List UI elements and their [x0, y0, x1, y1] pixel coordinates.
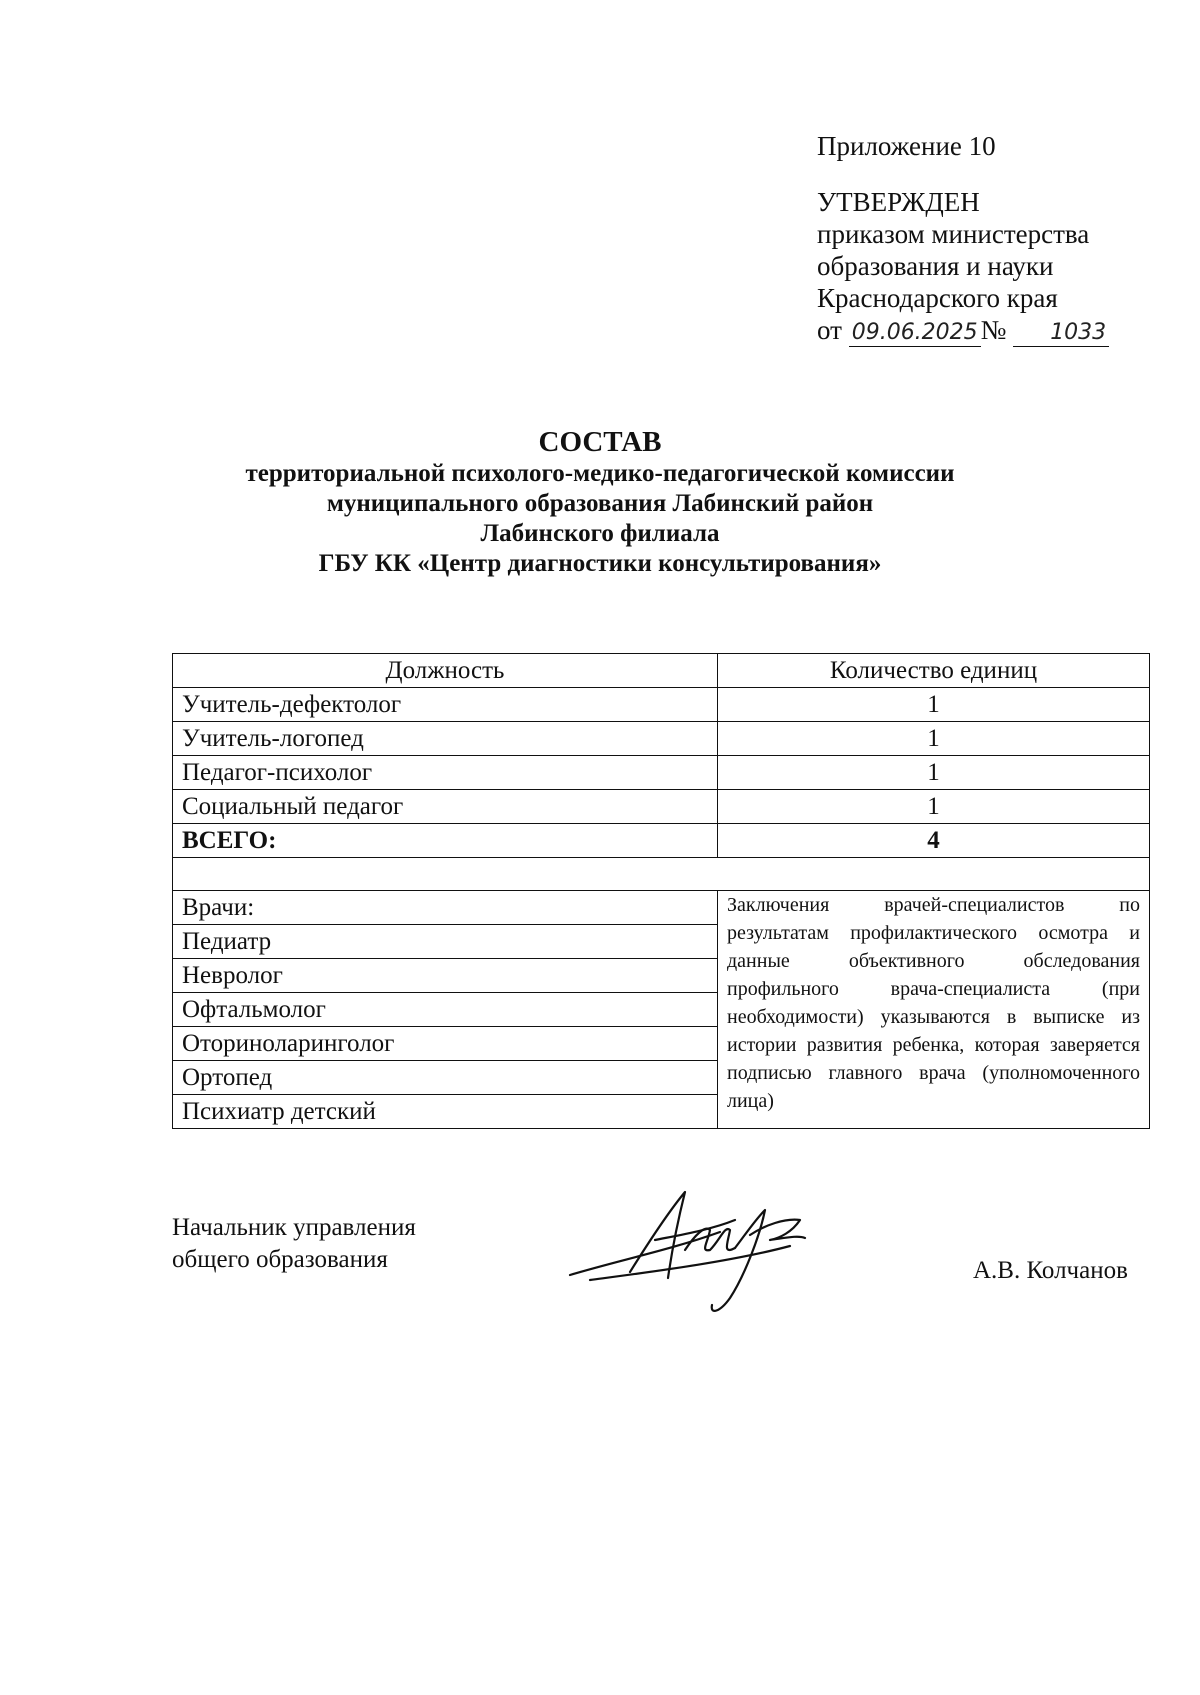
- doctors-header: Врачи:: [173, 891, 718, 925]
- staff-table: [172, 653, 1150, 1129]
- doctor-cell: Невролог: [173, 959, 718, 993]
- position-line-2: общего образования: [172, 1246, 388, 1273]
- table-row: [173, 688, 1150, 722]
- from-label: от: [817, 315, 842, 345]
- appendix-label: Приложение 10: [817, 131, 996, 161]
- title-main: СОСТАВ: [538, 426, 662, 458]
- order-number: 1033: [1013, 320, 1109, 347]
- position-line-1: Начальник управления: [172, 1214, 416, 1241]
- order-date: 09.06.2025: [849, 320, 981, 347]
- doctor-row: [173, 891, 1150, 925]
- title-line-4: ГБУ КК «Центр диагностики консультирования»: [318, 550, 882, 577]
- title-line-2: муниципального образования Лабинский район: [326, 490, 874, 517]
- order-line: [817, 314, 1147, 347]
- approval-line-1: приказом министерства: [817, 219, 1090, 249]
- doctor-cell: Офтальмолог: [173, 993, 718, 1027]
- position-cell: Социальный педагог: [173, 790, 718, 824]
- doctor-cell: Ортопед: [173, 1061, 718, 1095]
- title-line-1: территориальной психолого-медико-педагогической комиссии: [245, 460, 955, 487]
- approval-line-3: Краснодарского края: [817, 283, 1058, 313]
- table-row: [173, 722, 1150, 756]
- spacer-row: [173, 858, 1150, 891]
- title-line-3: Лабинского филиала: [480, 520, 720, 547]
- spacer-cell: [173, 858, 1150, 891]
- header-quantity: Количество единиц: [718, 654, 1150, 688]
- quantity-cell: 1: [718, 790, 1150, 824]
- approval-block: [817, 130, 1147, 347]
- header-position: Должность: [173, 654, 718, 688]
- doctor-cell: Психиатр детский: [173, 1095, 718, 1129]
- total-row: [173, 824, 1150, 858]
- total-label: ВСЕГО:: [173, 824, 718, 858]
- approval-line-2: образования и науки: [817, 251, 1054, 281]
- position-cell: Учитель-логопед: [173, 722, 718, 756]
- position-cell: Педагог-психолог: [173, 756, 718, 790]
- number-sign: №: [980, 315, 1007, 345]
- doctor-cell: Педиатр: [173, 925, 718, 959]
- quantity-cell: 1: [718, 756, 1150, 790]
- document-title: [160, 425, 1040, 579]
- signatory-name: А.В. Колчанов: [973, 1257, 1128, 1284]
- table-row: [173, 790, 1150, 824]
- doctors-note: Заключения врачей-специалистов по результатам профилактического осмотра и данные объективного обследования профильного врача-специалиста (при необходимости) указываются в выписке из истории развития ребенка, которая заверяется подписью главного врача (уполномоченного лица): [718, 891, 1150, 1129]
- approved-stamp: УТВЕРЖДЕН: [817, 187, 980, 217]
- quantity-cell: 1: [718, 722, 1150, 756]
- signatory-position: [172, 1212, 416, 1276]
- position-cell: Учитель-дефектолог: [173, 688, 718, 722]
- quantity-cell: 1: [718, 688, 1150, 722]
- doctor-cell: Оториноларинголог: [173, 1027, 718, 1061]
- handwritten-signature: [560, 1180, 840, 1330]
- table-header-row: [173, 654, 1150, 688]
- total-quantity: 4: [718, 824, 1150, 858]
- table-row: [173, 756, 1150, 790]
